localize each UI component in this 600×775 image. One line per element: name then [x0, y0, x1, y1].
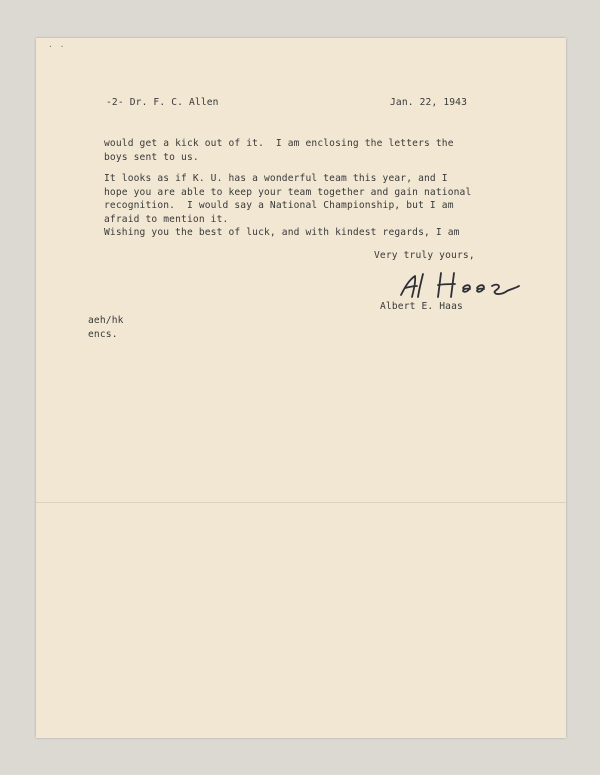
- closing-line: Very truly yours,: [374, 250, 475, 261]
- page-marker: -2-: [106, 97, 124, 108]
- reference-block: [88, 314, 124, 341]
- paragraph-2-line-1: It looks as if K. U. has a wonderful team this year, and I: [104, 173, 448, 184]
- paragraph-1-line-2: boys sent to us.: [104, 151, 199, 163]
- reference-initials: aeh/hk: [88, 315, 124, 326]
- letter-date: Jan. 22, 1943: [390, 97, 468, 108]
- corner-marks: · ·: [48, 42, 66, 51]
- signer-name: Albert E. Haas: [380, 301, 463, 312]
- paragraph-2-line-2: hope you are able to keep your team together and gain national: [104, 186, 472, 198]
- letter-page: [36, 38, 566, 738]
- recipient-name: Dr. F. C. Allen: [129, 97, 219, 108]
- paragraph-1-line-1: would get a kick out of it. I am enclosing the letters the: [104, 138, 454, 149]
- paper-fold-line: [36, 502, 566, 503]
- paragraph-3: Wishing you the best of luck, and with kindest regards, I am: [104, 227, 460, 238]
- paragraph-2-line-4: afraid to mention it.: [104, 213, 229, 225]
- paragraph-1: [104, 137, 454, 164]
- paragraph-2: [104, 172, 471, 226]
- enclosures-note: encs.: [88, 328, 118, 340]
- letter-header-left: [106, 96, 219, 110]
- paragraph-2-line-3: recognition. I would say a National Championship, but I am: [104, 200, 454, 212]
